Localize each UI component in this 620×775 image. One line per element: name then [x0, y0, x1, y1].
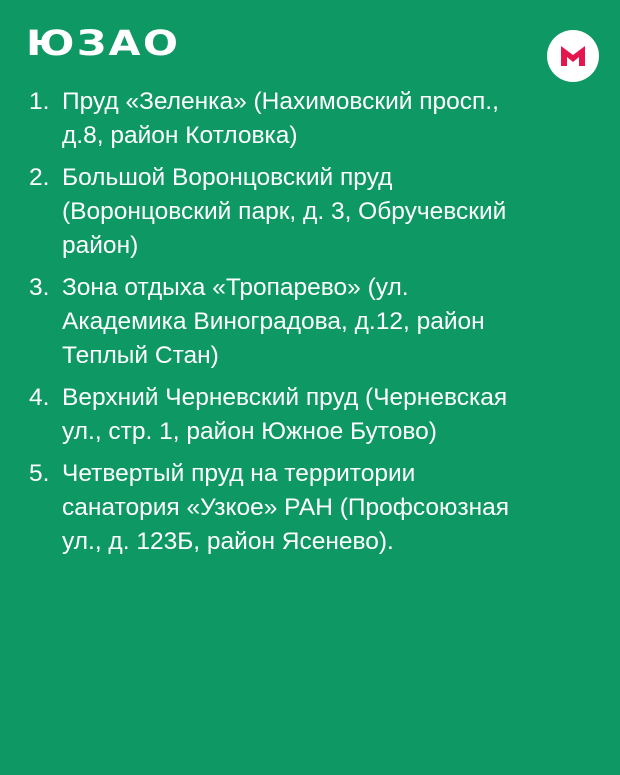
list-item-number: 1.: [29, 88, 50, 115]
list-item: [29, 381, 609, 449]
list-item-text: Пруд «Зеленка» (Нахимовский просп., д.8, район Котловка): [62, 88, 499, 149]
logo-badge: [547, 30, 599, 82]
list-item-number: 2.: [29, 164, 50, 191]
list-item-number: 4.: [29, 384, 50, 411]
list-item: [29, 271, 609, 373]
list-item: [29, 85, 609, 153]
page-title: ЮЗАО: [26, 24, 181, 64]
list-item-number: 3.: [29, 274, 50, 301]
list-item: [29, 457, 609, 559]
list-item-text: Четвертый пруд на территории санатория «Узкое» РАН (Профсоюзная ул., д. 123Б, район Ясенево).: [62, 460, 510, 555]
moscow-m-logo-icon: [560, 44, 586, 68]
list-item-text: Зона отдыха «Тропарево» (ул. Академика Виноградова, д.12, район Теплый Стан): [62, 274, 485, 369]
location-list: [29, 85, 609, 567]
list-item: [29, 161, 609, 263]
list-item-number: 5.: [29, 460, 50, 487]
list-item-text: Большой Воронцовский пруд (Воронцовский парк, д. 3, Обручевский район): [62, 164, 507, 259]
list-item-text: Верхний Черневский пруд (Черневская ул., стр. 1, район Южное Бутово): [62, 384, 508, 445]
